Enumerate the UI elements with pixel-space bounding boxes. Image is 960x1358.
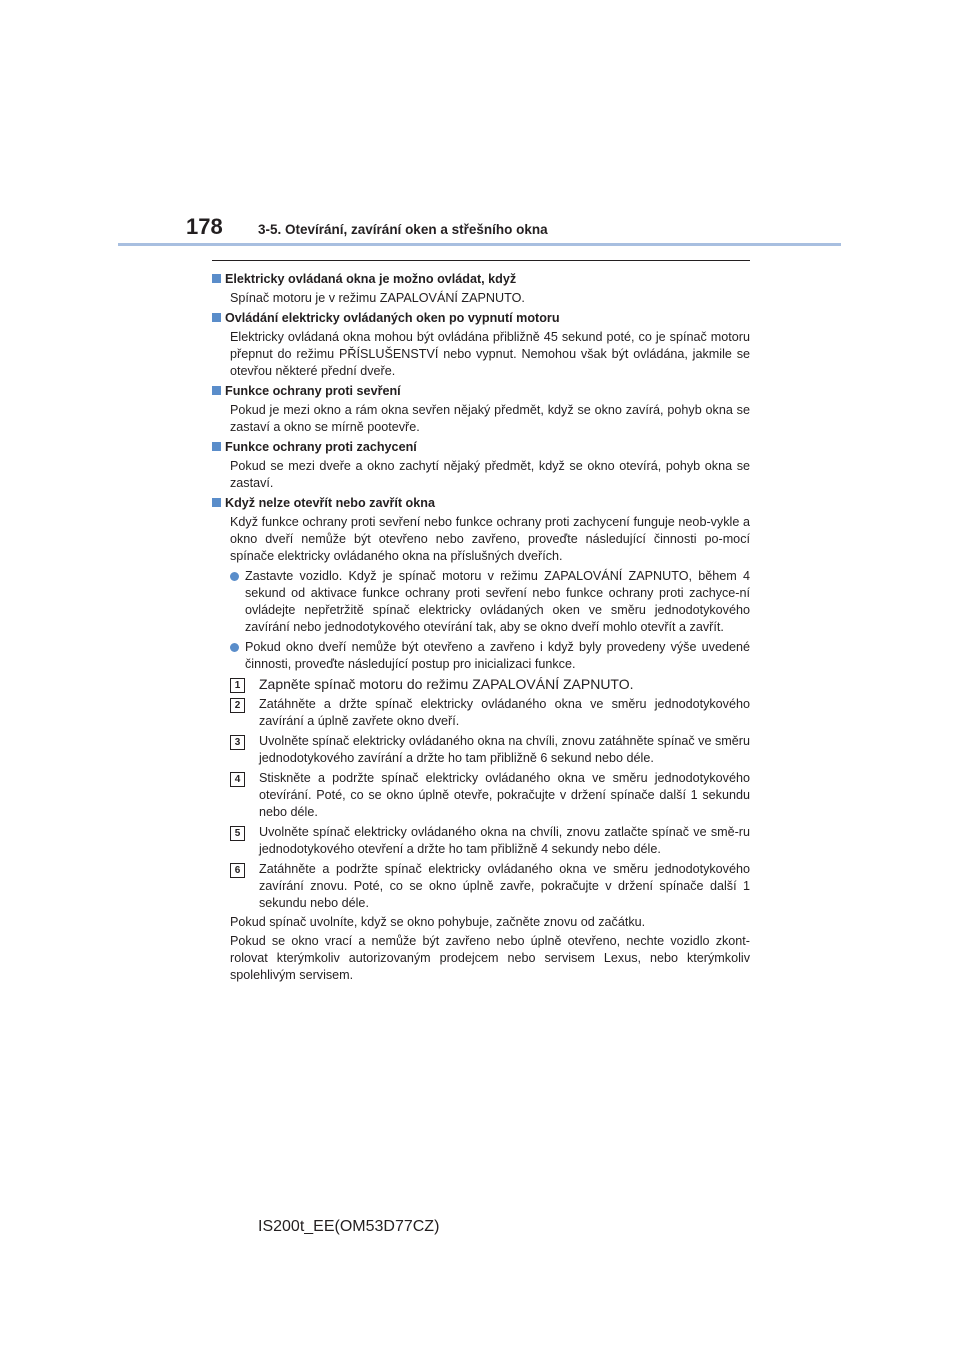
bullet-text: Pokud okno dveří nemůže být otevřeno a zavřeno i když byly provedeny výše uvedené činnosti, proveďte následující postup pro inicializaci funkce. xyxy=(245,640,750,671)
bullet-text: Zastavte vozidlo. Když je spínač motoru v režimu ZAPALOVÁNÍ ZAPNUTO, během 4 sekund od aktivace funkce ochrany proti sevření nebo funkce ochrany proti zachyce-ní ovládejte nepřetržitě spínač elektricky ovládaných oken ve směru jednodotykového zavírání nebo jednodotykového otevírání tak, aby se okno dveří mohlo otevřít a zavřít. xyxy=(245,569,750,634)
list-item xyxy=(230,568,750,636)
list-item xyxy=(230,639,750,673)
section-heading: Elektricky ovládaná okna je možno ovládat, když xyxy=(225,272,517,286)
section-cannot-open-close xyxy=(212,495,750,984)
section-heading: Ovládání elektricky ovládaných oken po vypnutí motoru xyxy=(225,311,560,325)
circle-bullet-icon xyxy=(230,572,239,581)
square-bullet-icon xyxy=(212,313,221,322)
step-number-badge: 1 xyxy=(230,678,245,693)
step-item xyxy=(230,733,750,767)
closing-text: Pokud spínač uvolníte, když se okno pohybuje, začněte znovu od začátku. xyxy=(230,915,646,929)
step-number-badge: 3 xyxy=(230,735,245,750)
section-heading: Když nelze otevřít nebo zavřít okna xyxy=(225,496,435,510)
step-text: Zatáhněte a podržte spínač elektricky ovládaného okna ve směru jednodotykového zavírání znovu. Poté, co se okno úplně zavře, pokračujte v držení spínače další 1 sekundu nebo déle. xyxy=(259,862,750,910)
document-code: IS200t_EE(OM53D77CZ) xyxy=(258,1218,440,1235)
step-item xyxy=(230,696,750,730)
step-item xyxy=(230,676,750,693)
section-text: Spínač motoru je v režimu ZAPALOVÁNÍ ZAPNUTO. xyxy=(230,291,525,305)
square-bullet-icon xyxy=(212,386,221,395)
section-title: 3-5. Otevírání, zavírání oken a střešního okna xyxy=(258,222,548,237)
step-text: Uvolněte spínač elektricky ovládaného okna na chvíli, znovu zatáhněte spínač ve směru jednodotykového zavírání a držte ho tam přibližně 6 sekund nebo déle. xyxy=(259,734,750,765)
step-item xyxy=(230,824,750,858)
content-area xyxy=(212,268,750,984)
step-text: Zapněte spínač motoru do režimu ZAPALOVÁNÍ ZAPNUTO. xyxy=(259,676,634,692)
step-number-badge: 4 xyxy=(230,772,245,787)
section-text: Když funkce ochrany proti sevření nebo funkce ochrany proti zachycení funguje neob-vykle a okno dveří nemůže být otevřeno nebo zavřeno, proveďte následující činnosti po-mocí spínače elektricky ovládaného okna na příslušných dveřích. xyxy=(230,515,750,563)
section-text: Elektricky ovládaná okna mohou být ovládána přibližně 45 sekund poté, co je spínač motoru přepnut do režimu PŘÍSLUŠENSTVÍ nebo vypnut. Nemohou však být ovládána, jakmile se otevřou některé přední dveře. xyxy=(230,330,750,378)
step-text: Zatáhněte a držte spínač elektricky ovládaného okna ve směru jednodotykového zavírání a úplně zavřete okno dveří. xyxy=(259,697,750,728)
header-rule xyxy=(118,243,841,246)
step-item xyxy=(230,770,750,821)
closing-text: Pokud se okno vrací a nemůže být zavřeno nebo úplně otevřeno, nechte vozidlo zkont-rolovat kterýmkoliv autorizovaným prodejcem nebo servisem Lexus, nebo kterýmkoliv spolehlivým servisem. xyxy=(230,934,750,982)
section-text: Pokud je mezi okno a rám okna sevřen nějaký předmět, když se okno zavírá, pohyb okna se zastaví a okno se mírně pootevře. xyxy=(230,403,750,434)
step-item xyxy=(230,861,750,912)
section-catch-protection xyxy=(212,439,750,492)
section-heading: Funkce ochrany proti zachycení xyxy=(225,440,417,454)
page-number: 178 xyxy=(186,214,223,239)
section-text: Pokud se mezi dveře a okno zachytí nějaký předmět, když se okno otevírá, pohyb okna se zastaví. xyxy=(230,459,750,490)
step-number-badge: 2 xyxy=(230,698,245,713)
section-divider xyxy=(212,260,750,261)
step-text: Stiskněte a podržte spínač elektricky ovládaného okna ve směru jednodotykového otevírání. Poté, co se okno úplně otevře, pokračujte v držení spínače další 1 sekundu nebo déle. xyxy=(259,771,750,819)
section-jam-protection xyxy=(212,383,750,436)
step-text: Uvolněte spínač elektricky ovládaného okna na chvíli, znovu zatlačte spínač ve smě-ru jednodotykového otevření a držte ho tam přibližně 4 sekundy nebo déle. xyxy=(259,825,750,856)
section-heading: Funkce ochrany proti sevření xyxy=(225,384,401,398)
square-bullet-icon xyxy=(212,498,221,507)
step-number-badge: 6 xyxy=(230,863,245,878)
section-after-engine-off xyxy=(212,310,750,380)
square-bullet-icon xyxy=(212,442,221,451)
square-bullet-icon xyxy=(212,274,221,283)
circle-bullet-icon xyxy=(230,643,239,652)
step-number-badge: 5 xyxy=(230,826,245,841)
section-power-windows-operable xyxy=(212,271,750,307)
